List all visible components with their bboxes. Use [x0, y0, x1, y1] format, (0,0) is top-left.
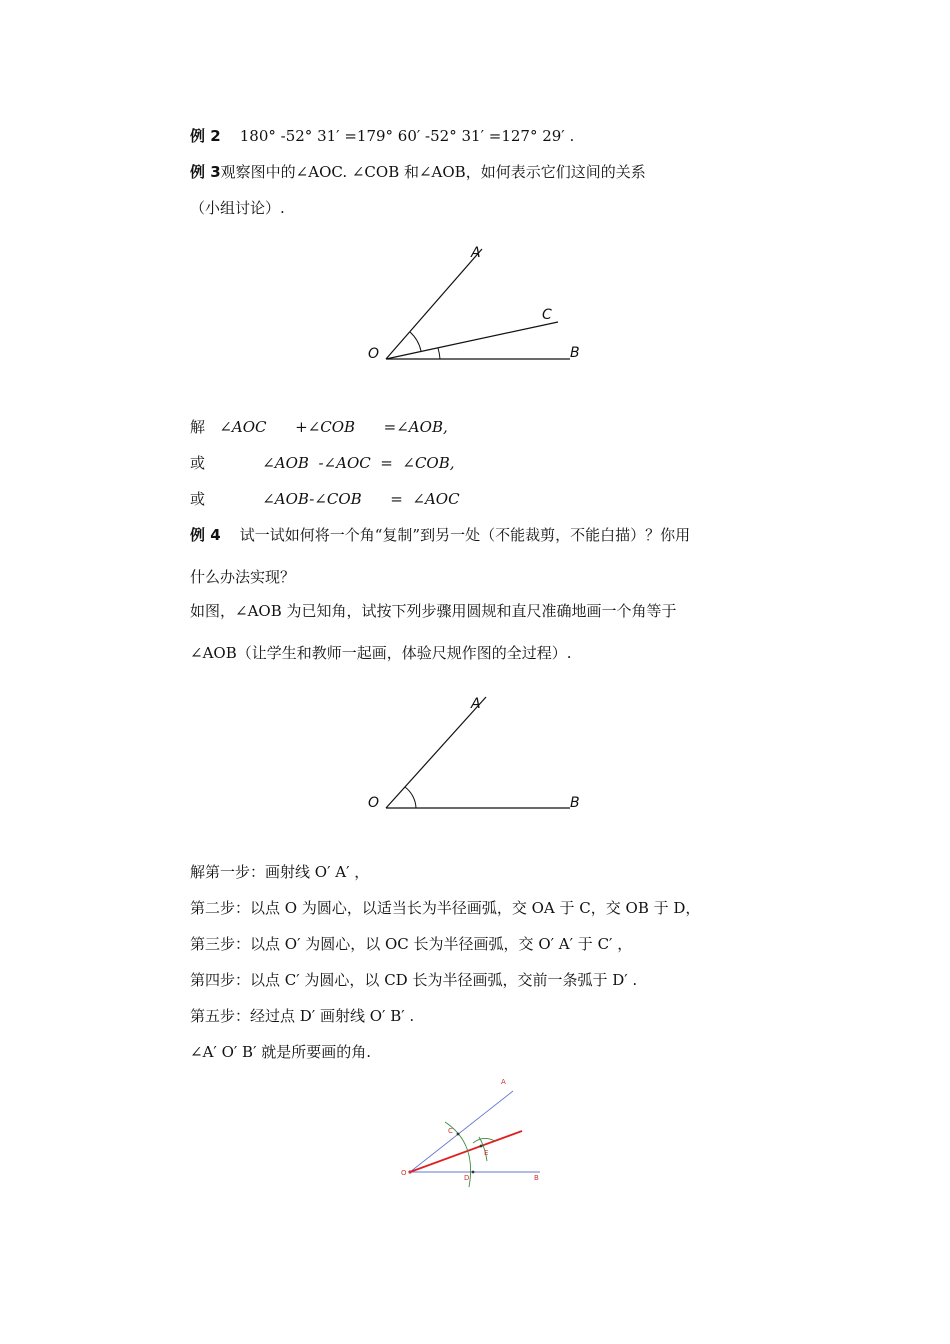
ray-oc: [386, 322, 558, 359]
example2-text: 180° -52° 31′ =179° 60′ -52° 31′ =127° 29′ .: [239, 127, 575, 145]
term-cob: +∠COB: [295, 418, 356, 436]
angle-aoc-cob-figure: [360, 235, 600, 385]
solution-line3: [190, 489, 460, 509]
example3-text: 观察图中的∠AOC. ∠COB 和∠AOB，如何表示它们这间的关系: [220, 163, 646, 181]
or-label-1: 或: [190, 454, 206, 472]
label-d: D: [464, 1174, 470, 1182]
term-aoc: ∠AOC: [219, 418, 267, 436]
example4-line4: ∠AOB（让学生和教师一起画，体验尺规作图的全过程）.: [190, 644, 572, 662]
example3-line: [190, 162, 646, 182]
point-e: [480, 1145, 483, 1148]
ray-oa: [410, 1091, 513, 1172]
point-o: [408, 1170, 411, 1173]
step-3: 第三步：以点 O′ 为圆心，以 OC 长为半径画弧，交 O′ A′ 于 C′ ，: [190, 935, 633, 953]
label-o: O: [401, 1169, 407, 1177]
arc-aoc: [410, 332, 421, 351]
label-o: O: [368, 346, 380, 362]
point-c: [457, 1133, 460, 1136]
solution-line2: [190, 453, 455, 473]
equation-3a: ∠AOB-∠COB: [262, 490, 362, 508]
label-b: B: [570, 795, 580, 811]
label-c: C: [448, 1127, 453, 1135]
example2-label: 例 2: [190, 127, 221, 145]
term-aob: =∠AOB,: [383, 418, 448, 436]
label-a: A: [501, 1078, 506, 1086]
label-b: B: [570, 345, 580, 361]
label-o: O: [368, 795, 380, 811]
example3-line2: （小组讨论）.: [190, 199, 285, 217]
step-1: 解第一步：画射线 O′ A′ ，: [190, 863, 370, 881]
example4-line: [190, 525, 690, 545]
step-2: 第二步：以点 O 为圆心，以适当长为半径画弧，交 OA 于 C，交 OB 于 D，: [190, 899, 701, 917]
label-b: B: [534, 1174, 539, 1182]
or-label-2: 或: [190, 490, 206, 508]
constructed-ray: [410, 1131, 522, 1172]
label-a: A: [471, 696, 481, 712]
arc-aob: [405, 787, 416, 808]
angle-aob-figure: [360, 685, 600, 830]
label-c: C: [542, 307, 552, 323]
ray-oa: [386, 697, 486, 808]
solution-line1: [190, 417, 448, 437]
conclusion: ∠A′ O′ B′ 就是所要画的角.: [190, 1043, 372, 1061]
equation-2: ∠AOB -∠AOC = ∠COB,: [262, 454, 455, 472]
ray-oa: [386, 249, 482, 359]
solution-label: 解: [190, 418, 206, 436]
label-a: A: [471, 245, 481, 261]
construction-figure: [395, 1075, 555, 1190]
example4-line3: 如图，∠AOB 为已知角，试按下列步骤用圆规和直尺准确地画一个角等于: [190, 602, 677, 620]
example4-text: 试一试如何将一个角“复制”到另一处（不能裁剪，不能白描）？你用: [239, 526, 691, 544]
equation-3b: = ∠AOC: [390, 490, 460, 508]
step-5: 第五步：经过点 D′ 画射线 O′ B′ .: [190, 1007, 415, 1025]
label-e: E: [484, 1149, 489, 1157]
arc-cob: [438, 348, 440, 359]
example3-label: 例 3: [190, 163, 221, 181]
example4-line2: 什么办法实现？: [190, 568, 296, 586]
example4-label: 例 4: [190, 526, 221, 544]
point-d: [472, 1171, 475, 1174]
example2-line: [190, 126, 574, 146]
step-4: 第四步：以点 C′ 为圆心，以 CD 长为半径画弧，交前一条弧于 D′ .: [190, 971, 638, 989]
